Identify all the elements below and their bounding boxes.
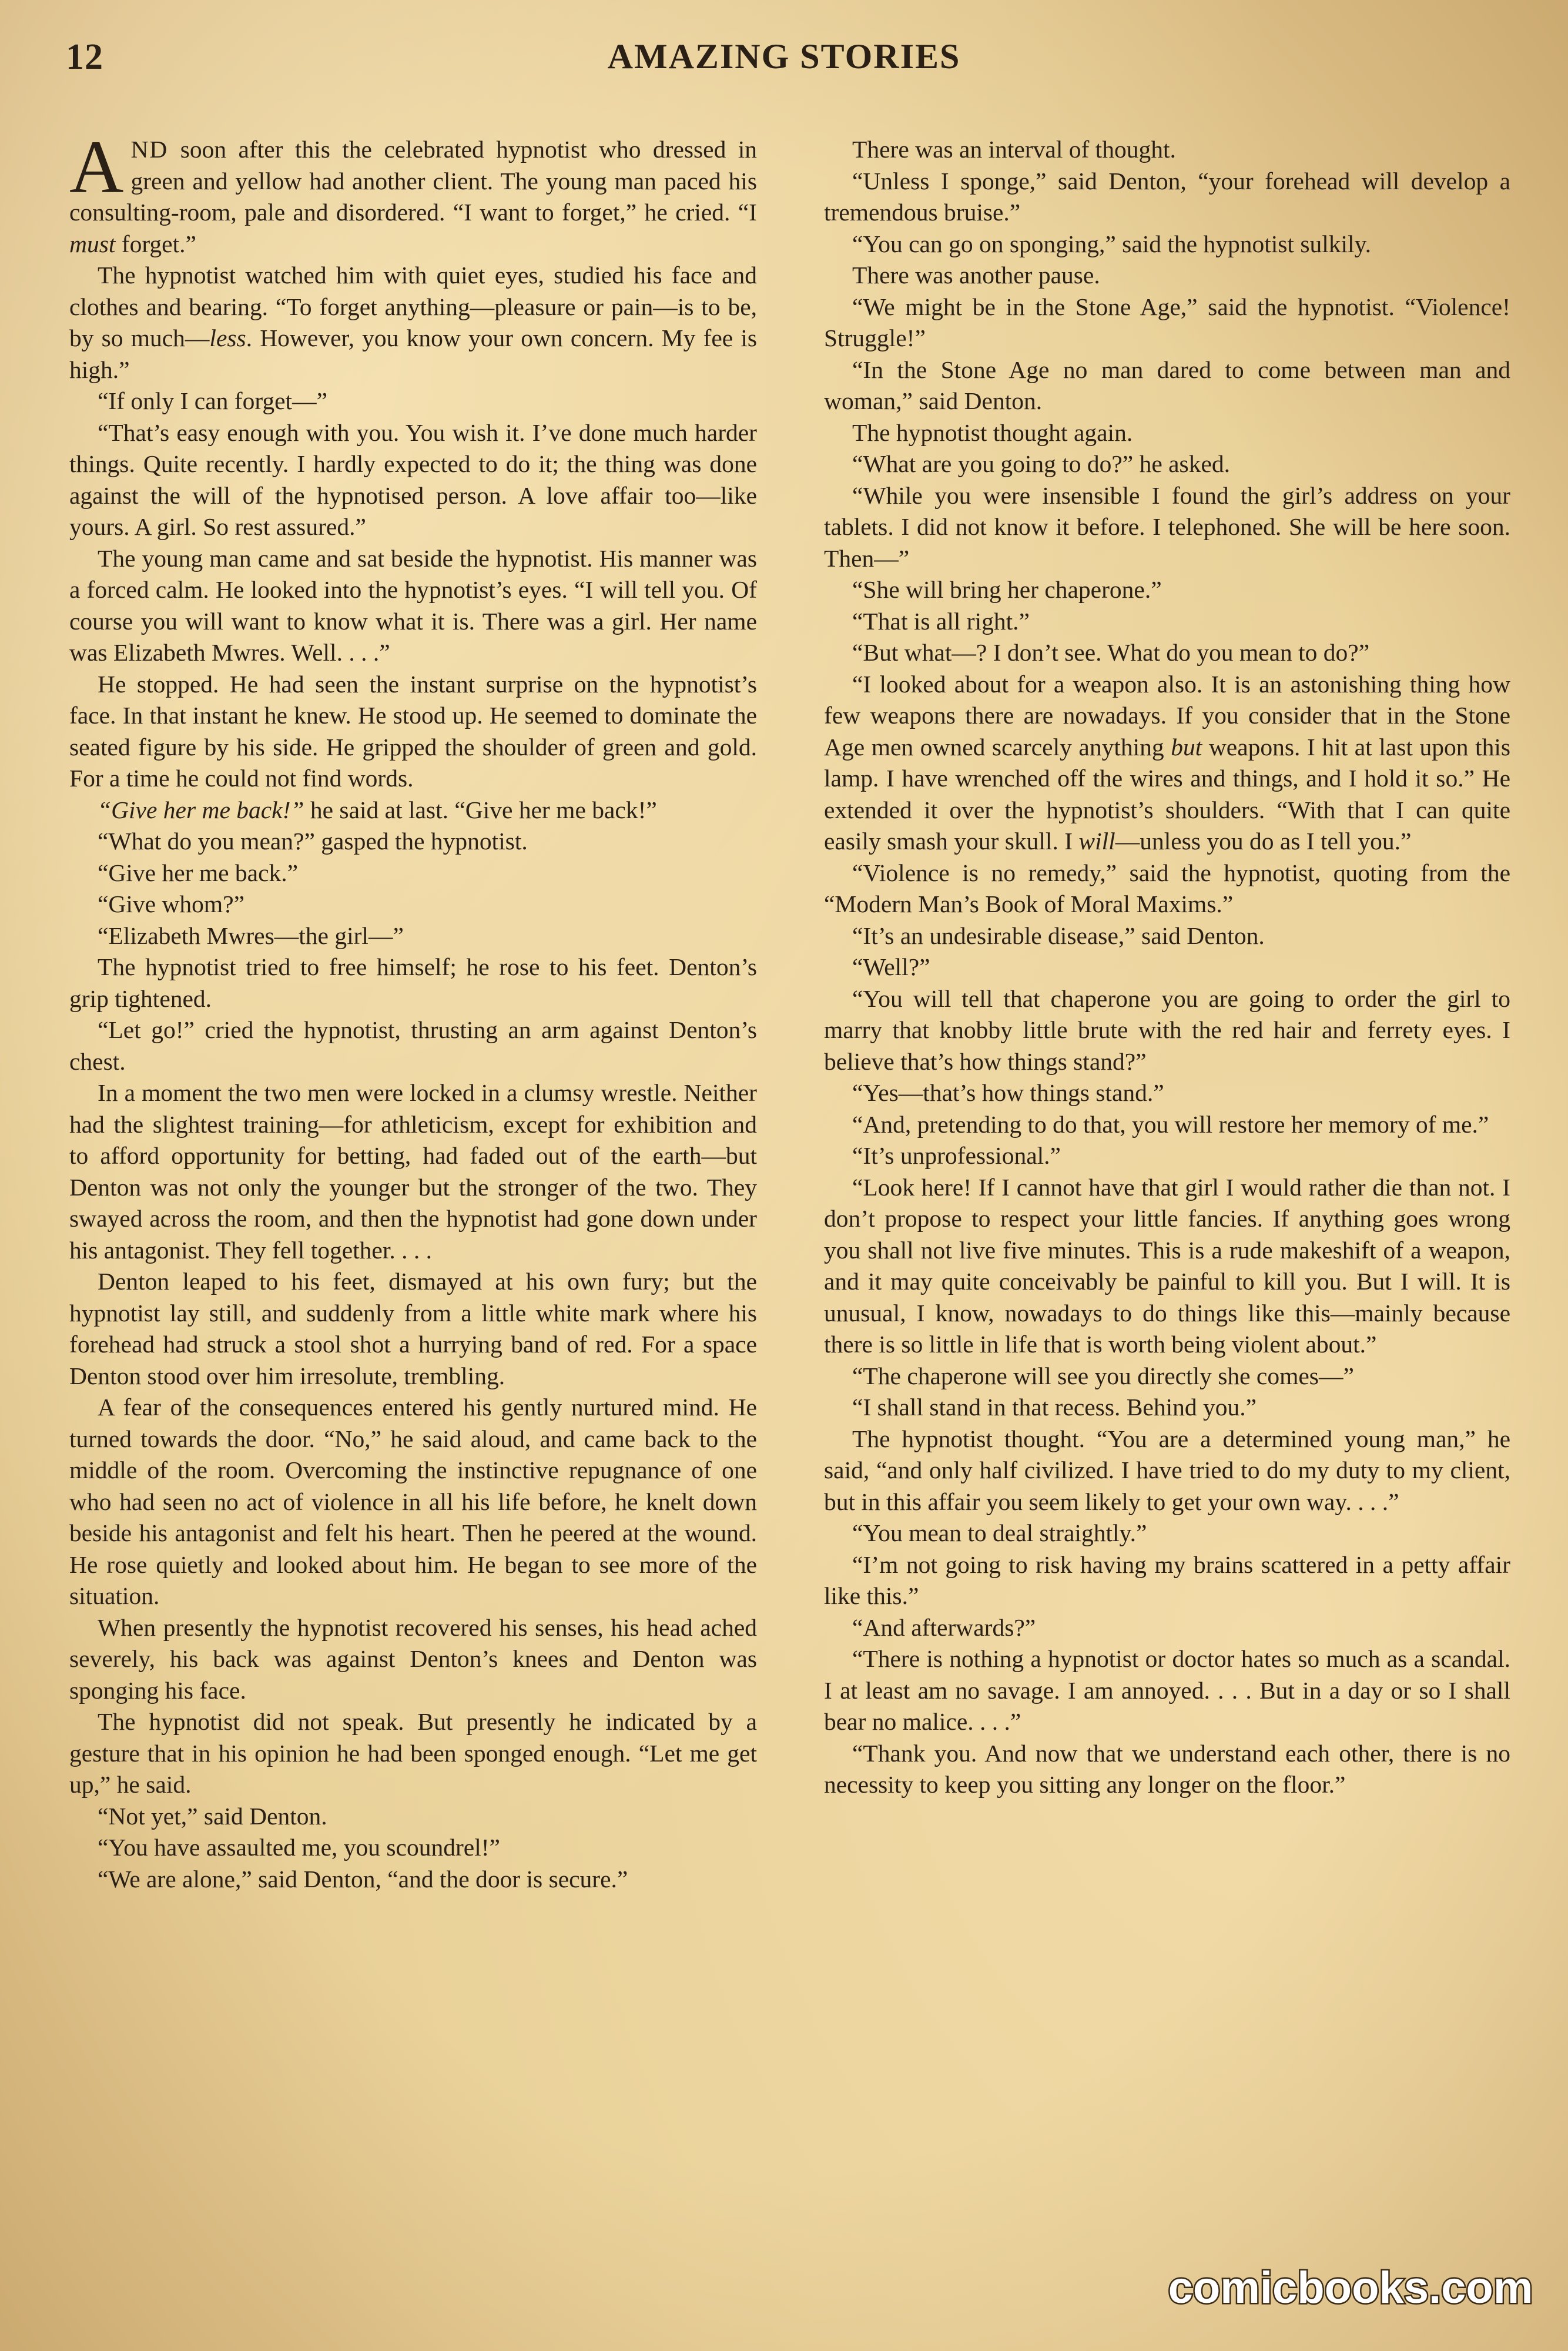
text-run: —unless you do as I tell you.” xyxy=(1115,828,1412,855)
paragraph: “Violence is no remedy,” said the hypnotist, quoting from the “Modern Man’s Book of Moral Maxims.” xyxy=(824,859,1510,917)
paragraph xyxy=(824,669,1510,858)
paragraph: “Not yet,” said Denton. xyxy=(98,1802,327,1830)
paragraph: “The chaperone will see you directly she comes—” xyxy=(852,1362,1354,1389)
paragraph: He stopped. He had seen the instant surprise on the hypnotist’s face. In that instant he knew. He stood up. He seemed to dominate the seated figure by his side. He gripped the shoulder of green and gold. For a time he could not find words. xyxy=(69,670,757,792)
paragraph: “If only I can forget—” xyxy=(98,387,328,414)
paragraph xyxy=(69,260,757,386)
watermark-logo xyxy=(1157,2251,1544,2322)
left-column xyxy=(69,125,757,1895)
emphasis: less xyxy=(209,324,246,351)
paragraph: In a moment the two men were locked in a clumsy wrestle. Neither had the slightest training—for athleticism, except for exhibition and to afford opportunity for betting, had faded out of the earth—but Denton was not only the younger but the stronger of the two. They swayed across the room, and then the hypnotist had gone down under his antagonist. They fell together. . . . xyxy=(69,1079,757,1264)
paragraph: “Look here! If I cannot have that girl I would rather die than not. I don’t propose to respect your little fancies. If anything goes wrong you shall not live five minutes. This is a rude makeshift of a weapon, and it may quite conceivably be painful to kill you. But I will. It is unusual, I know, nowadays to do things like this—mainly because there is so little in life that is worth being violent about.” xyxy=(824,1173,1510,1358)
text-run: forget.” xyxy=(115,230,196,257)
paragraph: “You will tell that chaperone you are going to order the girl to marry that knobby little brute with the red hair and ferrety eyes. I believe that’s how things stand?” xyxy=(824,984,1510,1075)
text-run: The hypnotist watched him with quiet eyes, studied his face and clothes and bearing. “To forget anything—pleasure or pain—is to be, by so much— xyxy=(69,262,757,351)
paragraph: When presently the hypnotist recovered his senses, his head ached severely, his back was against Denton’s knees and Denton was sponging his face. xyxy=(69,1613,757,1704)
paragraph: The hypnotist thought again. xyxy=(852,418,1133,446)
paragraph: The hypnotist tried to free himself; he rose to his feet. Denton’s grip tightened. xyxy=(69,953,757,1012)
paragraph: “You mean to deal straightly.” xyxy=(852,1519,1147,1546)
paragraph xyxy=(69,125,757,260)
emphasis: must xyxy=(69,230,116,257)
paragraph: There was an interval of thought. xyxy=(852,136,1176,163)
paragraph: “That is all right.” xyxy=(852,607,1030,635)
paragraph: “Thank you. And now that we understand each other, there is no necessity to keep you sitting any longer on the floor.” xyxy=(824,1739,1510,1798)
paragraph: “There is nothing a hypnotist or doctor hates so much as a scandal. I at least am no savage. I am annoyed. . . . But in a day or so I shall bear no malice. . . .” xyxy=(824,1645,1510,1735)
paragraph: “In the Stone Age no man dared to come between man and woman,” said Denton. xyxy=(824,356,1510,414)
text-run: soon after this the celebrated hypnotist who dressed in green and yellow had another client. The young man paced his consulting-room, pale and disordered. “I want to forget,” he cried. “I xyxy=(69,136,757,226)
paragraph: A fear of the consequences entered his gently nurtured mind. He turned towards the door. “No,” he said aloud, and came back to the middle of the room. Overcoming the instinctive repugnance of one who had seen no act of violence in all his life before, he knelt down beside his antagonist and felt his heart. Then he peered at the wound. He rose quietly and looked about him. He began to see more of the situation. xyxy=(69,1394,757,1609)
emphasis: will xyxy=(1078,828,1115,855)
paragraph: The hypnotist did not speak. But presently he indicated by a gesture that in his opinion he had been sponged enough. “Let me get up,” he said. xyxy=(69,1708,757,1798)
drop-cap: A xyxy=(69,125,124,209)
paragraph: “We might be in the Stone Age,” said the hypnotist. “Violence! Struggle!” xyxy=(824,293,1510,351)
paragraph xyxy=(69,795,757,826)
paragraph: “You can go on sponging,” said the hypnotist sulkily. xyxy=(852,230,1372,257)
magazine-title: AMAZING STORIES xyxy=(607,37,961,76)
paragraph: “It’s unprofessional.” xyxy=(852,1142,1061,1169)
text-run: “I looked about for a weapon also. It is an astonishing thing how few weapons there are nowadays. If you consider that in the Stone Age men owned scarcely anything xyxy=(824,670,1510,761)
paragraph: “I’m not going to risk having my brains scattered in a petty affair like this.” xyxy=(824,1550,1510,1609)
paragraph: “I shall stand in that recess. Behind you.” xyxy=(852,1394,1257,1421)
paragraph: “You have assaulted me, you scoundrel!” xyxy=(98,1834,500,1861)
paragraph: The young man came and sat beside the hypnotist. His manner was a forced calm. He looked into the hypnotist’s eyes. “I will tell you. Of course you will want to know what it is. There was a girl. Her name was Elizabeth Mwres. Well. . . .” xyxy=(69,544,757,666)
paragraph: “Give her me back.” xyxy=(98,859,299,886)
paragraph: The hypnotist thought. “You are a determined young man,” he said, “and only half civilized. I have tried to do my duty to my client, but in this affair you seem likely to get your own way. . . .” xyxy=(824,1425,1510,1515)
text-run: he said at last. “Give her me back!” xyxy=(304,796,657,823)
paragraph: “Well?” xyxy=(852,953,930,980)
paragraph: “And afterwards?” xyxy=(852,1613,1036,1641)
text-run: . However, you know your own concern. My fee is high.” xyxy=(69,324,757,383)
emphasis: but xyxy=(1171,733,1202,761)
paragraph: “We are alone,” said Denton, “and the door is secure.” xyxy=(98,1865,628,1893)
paragraph: “Unless I sponge,” said Denton, “your forehead will develop a tremendous bruise.” xyxy=(824,167,1510,226)
emphasis: “Give her me back!” xyxy=(98,796,304,823)
opening-smallcaps: ND xyxy=(130,136,169,163)
paragraph: There was another pause. xyxy=(852,262,1100,289)
watermark-text: comicbooks.com xyxy=(1168,2263,1533,2313)
paragraph: “Let go!” cried the hypnotist, thrusting an arm against Denton’s chest. xyxy=(69,1016,757,1075)
page-number: 12 xyxy=(66,37,103,77)
paragraph: Denton leaped to his feet, dismayed at his own fury; but the hypnotist lay still, and suddenly from a little white mark where his forehead had struck a stool shot a hurrying band of red. For a space Denton stood over him irresolute, trembling. xyxy=(69,1268,757,1389)
paragraph: “And, pretending to do that, you will restore her memory of me.” xyxy=(852,1110,1489,1138)
paragraph: “Give whom?” xyxy=(98,890,245,917)
paragraph: “What do you mean?” gasped the hypnotist. xyxy=(98,828,528,855)
paragraph: “While you were insensible I found the girl’s address on your tablets. I did not know it before. I telephoned. She will be here soon. Then—” xyxy=(824,481,1510,572)
paragraph: “Yes—that’s how things stand.” xyxy=(852,1079,1164,1106)
paragraph: “That’s easy enough with you. You wish it. I’ve done much harder things. Quite recently. I hardly expected to do it; the thing was done against the will of the hypnotised person. A love affair too—like yours. A girl. So rest assured.” xyxy=(69,418,757,540)
paragraph: “She will bring her chaperone.” xyxy=(852,576,1162,603)
right-column xyxy=(824,134,1510,1801)
text-run: weapons. I hit at last upon this lamp. I have wrenched off the wires and things, and I hold it so.” He extended it over the hypnotist’s shoulders. “With that I can quite easily smash your skull. I xyxy=(824,733,1510,855)
paragraph: “What are you going to do?” he asked. xyxy=(852,450,1231,477)
paragraph: “But what—? I don’t see. What do you mean to do?” xyxy=(852,639,1370,666)
paragraph: “Elizabeth Mwres—the girl—” xyxy=(98,922,404,949)
paragraph: “It’s an undesirable disease,” said Denton. xyxy=(852,922,1265,949)
page-header xyxy=(0,36,1568,89)
